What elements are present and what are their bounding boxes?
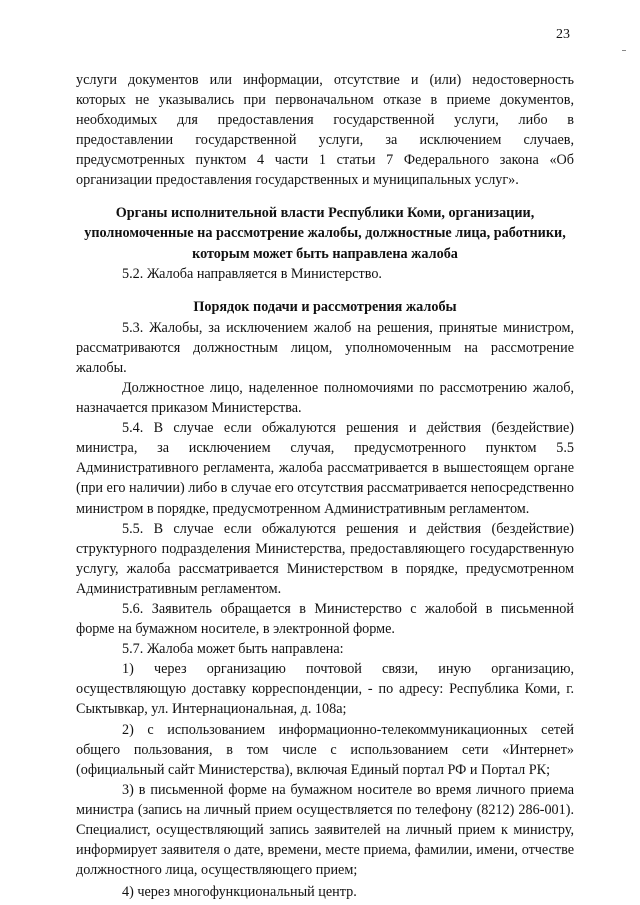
section-heading-complaint-recipients: Органы исполнительной власти Республики Коми, организации, уполномоченные на рассмотрение жалобы, должностные лица, работники, которым может быть направлена жалоба xyxy=(84,204,566,262)
page-number: 23 xyxy=(556,27,570,42)
list-item-2: 2) с использованием информационно-телекоммуникационных сетей общего пользования, в том числе с использованием сети «Интернет» (официальный сайт Министерства), включая Единый портал РФ и Портал РК; xyxy=(76,721,574,778)
paragraph-5-7: 5.7. Жалоба может быть направлена: xyxy=(122,641,344,658)
document-body xyxy=(76,70,574,902)
list-item-1: 1) через организацию почтовой связи, иную организацию, осуществляющую доставку корреспонденции, - по адресу: Республика Коми, г. Сыктывкар, ул. Интернациональная, д. 108а; xyxy=(76,661,574,718)
paragraph-5-2: 5.2. Жалоба направляется в Министерство. xyxy=(122,266,382,283)
paragraph-continuation: услуги документов или информации, отсутствие и (или) недостоверность которых не указывались при первоначальном отказе в приеме документов, необходимых для предоставления государственной услуги, либо в предоставлении государственной услуги, за исключением случаев, предусмотренных пунктом 4 части 1 статьи 7 Федерального закона «Об организации предоставления государственных и муниципальных услуг». xyxy=(76,72,574,189)
list-item-4: 4) через многофункциональный центр. xyxy=(122,884,357,901)
list-item-3: 3) в письменной форме на бумажном носителе во время личного приема министра (запись на личный прием осуществляется по телефону (8212) 286-001). Специалист, осуществляющий запись заявителей на личный прием к министру, информирует заявителя о дате, времени, месте приема, фамилии, имени, отчестве должностного лица, осуществляющего прием; xyxy=(76,781,574,879)
paragraph-5-3: 5.3. Жалобы, за исключением жалоб на решения, принятые министром, рассматриваются должностным лицом, уполномоченным на рассмотрение жалобы. xyxy=(76,319,574,376)
paragraph-5-4: 5.4. В случае если обжалуются решения и действия (бездействие) министра, за исключением случая, предусмотренного пунктом 5.5 Административного регламента, жалоба рассматривается в вышестоящем органе (при его наличии) либо в случае его отсутствия рассматривается непосредственно министром в порядке, предусмотренном Административным регламентом. xyxy=(76,420,574,517)
paragraph-5-5: 5.5. В случае если обжалуются решения и действия (бездействие) структурного подразделения Министерства, предоставляющего государственную услугу, жалоба рассматривается Министерством в порядке, предусмотренном Административным регламентом. xyxy=(76,520,574,597)
section-heading-complaint-procedure: Порядок подачи и рассмотрения жалобы xyxy=(193,299,457,316)
margin-mark xyxy=(622,50,626,51)
paragraph-5-6: 5.6. Заявитель обращается в Министерство с жалобой в письменной форме на бумажном носителе, в электронной форме. xyxy=(76,600,574,638)
paragraph-official: Должностное лицо, наделенное полномочиями по рассмотрению жалоб, назначается приказом Министерства. xyxy=(76,379,574,417)
